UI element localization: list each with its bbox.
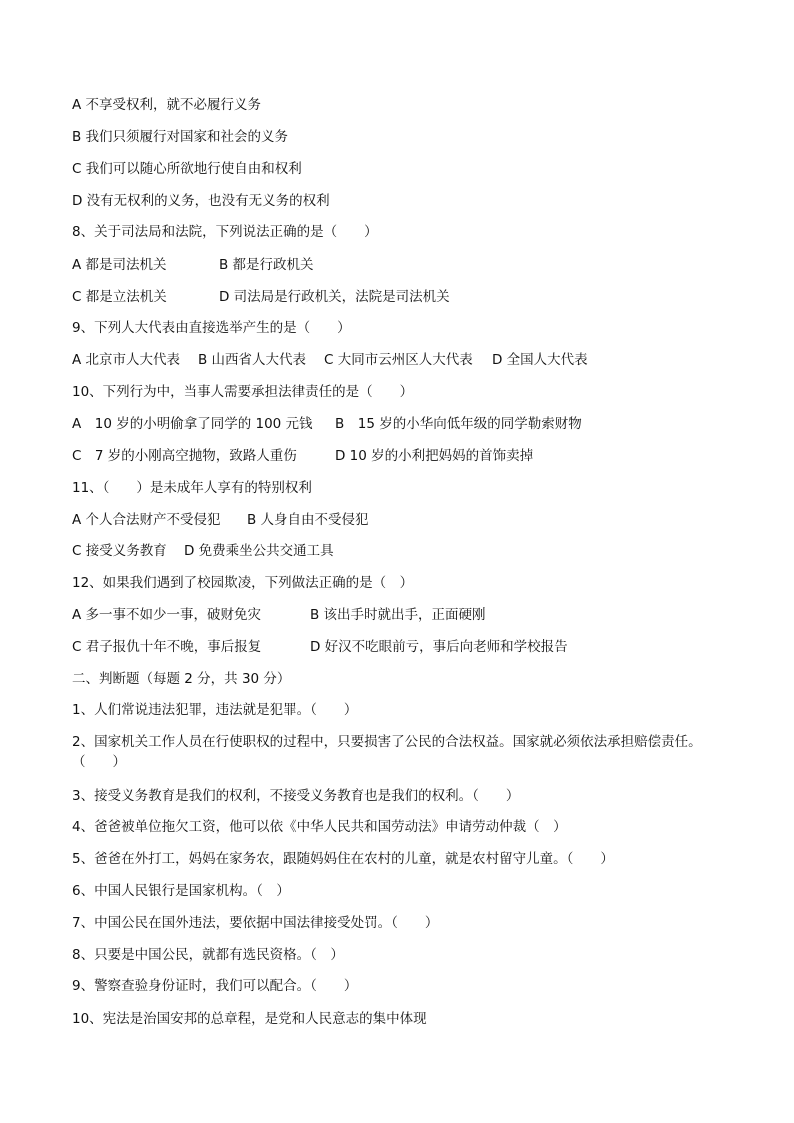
q9-stem: 9、下列人大代表由直接选举产生的是（ ） [72, 320, 351, 336]
tf-item-7: 7、中国公民在国外违法，要依据中国法律接受处罚。（ ） [72, 915, 439, 931]
q7-option-b: B 我们只须履行对国家和社会的义务 [72, 129, 289, 145]
q12-options-row-2 [72, 637, 568, 657]
tf-item-8: 8、只要是中国公民，就都有选民资格。（ ） [72, 947, 344, 963]
q12-option-a: A 多一事不如少一事，破财免灾 [72, 607, 262, 623]
tf-item-3: 3、接受义务教育是我们的权利，不接受义务教育也是我们的权利。（ ） [72, 788, 520, 804]
q8-options-row-1 [72, 255, 314, 275]
q10-stem: 10、下列行为中，当事人需要承担法律责任的是（ ） [72, 384, 414, 400]
q12-options-row-1 [72, 605, 486, 625]
q9-option-c: C 大同市云州区人大代表 [324, 352, 473, 368]
section2-heading: 二、判断题（每题 2 分，共 30 分） [72, 671, 291, 687]
q9-option-d: D 全国人大代表 [492, 352, 588, 368]
q8-option-c: C 都是立法机关 [72, 289, 167, 305]
tf-item-10: 10、宪法是治国安邦的总章程，是党和人民意志的集中体现 [72, 1011, 427, 1027]
q8-option-d: D 司法局是行政机关，法院是司法机关 [219, 289, 450, 305]
q11-options-row-2 [72, 541, 334, 561]
q9-option-a: A 北京市人大代表 [72, 352, 181, 368]
q8-stem: 8、关于司法局和法院，下列说法正确的是（ ） [72, 224, 378, 240]
q12-stem: 12、如果我们遇到了校园欺凌，下列做法正确的是（ ） [72, 575, 414, 591]
q10-option-b: B 15 岁的小华向低年级的同学勒索财物 [335, 416, 582, 432]
tf-item-1: 1、人们常说违法犯罪，违法就是犯罪。（ ） [72, 702, 358, 718]
q10-option-d: D 10 岁的小利把妈妈的首饰卖掉 [335, 448, 534, 464]
q10-options-row-2 [72, 446, 533, 466]
q11-option-d: D 免费乘坐公共交通工具 [184, 543, 334, 559]
q9-options-row [72, 350, 588, 370]
q7-option-d: D 没有无权利的义务，也没有无义务的权利 [72, 193, 330, 209]
tf-item-5: 5、爸爸在外打工，妈妈在家务农，跟随妈妈住在农村的儿童，就是农村留守儿童。（ ） [72, 851, 614, 867]
q11-option-c: C 接受义务教育 [72, 543, 167, 559]
q10-option-a: A 10 岁的小明偷拿了同学的 100 元钱 [72, 416, 313, 432]
q11-stem: 11、（ ）是未成年人享有的特别权利 [72, 480, 312, 496]
q7-option-a: A 不享受权利，就不必履行义务 [72, 97, 262, 113]
q11-option-a: A 个人合法财产不受侵犯 [72, 512, 221, 528]
tf-item-4: 4、爸爸被单位拖欠工资，他可以依《中华人民共和国劳动法》申请劳动仲裁（ ） [72, 819, 567, 835]
q10-options-row-1 [72, 414, 582, 434]
q12-option-c: C 君子报仇十年不晚，事后报复 [72, 639, 262, 655]
tf-item-6: 6、中国人民银行是国家机构。（ ） [72, 883, 290, 899]
tf-item-9: 9、警察查验身份证时，我们可以配合。（ ） [72, 978, 358, 994]
q8-options-row-2 [72, 287, 450, 307]
tf-item-2: 2、国家机关工作人员在行使职权的过程中，只要损害了公民的合法权益。国家就必须依法承担赔偿责任。（ ） [72, 734, 702, 770]
q9-option-b: B 山西省人大代表 [198, 352, 307, 368]
q8-option-b: B 都是行政机关 [219, 257, 314, 273]
q12-option-d: D 好汉不吃眼前亏，事后向老师和学校报告 [310, 639, 568, 655]
q8-option-a: A 都是司法机关 [72, 257, 167, 273]
q10-option-c: C 7 岁的小刚高空抛物，致路人重伤 [72, 448, 297, 464]
q11-options-row-1 [72, 510, 369, 530]
q7-option-c: C 我们可以随心所欲地行使自由和权利 [72, 161, 302, 177]
q11-option-b: B 人身自由不受侵犯 [247, 512, 369, 528]
q12-option-b: B 该出手时就出手，正面硬刚 [310, 607, 486, 623]
